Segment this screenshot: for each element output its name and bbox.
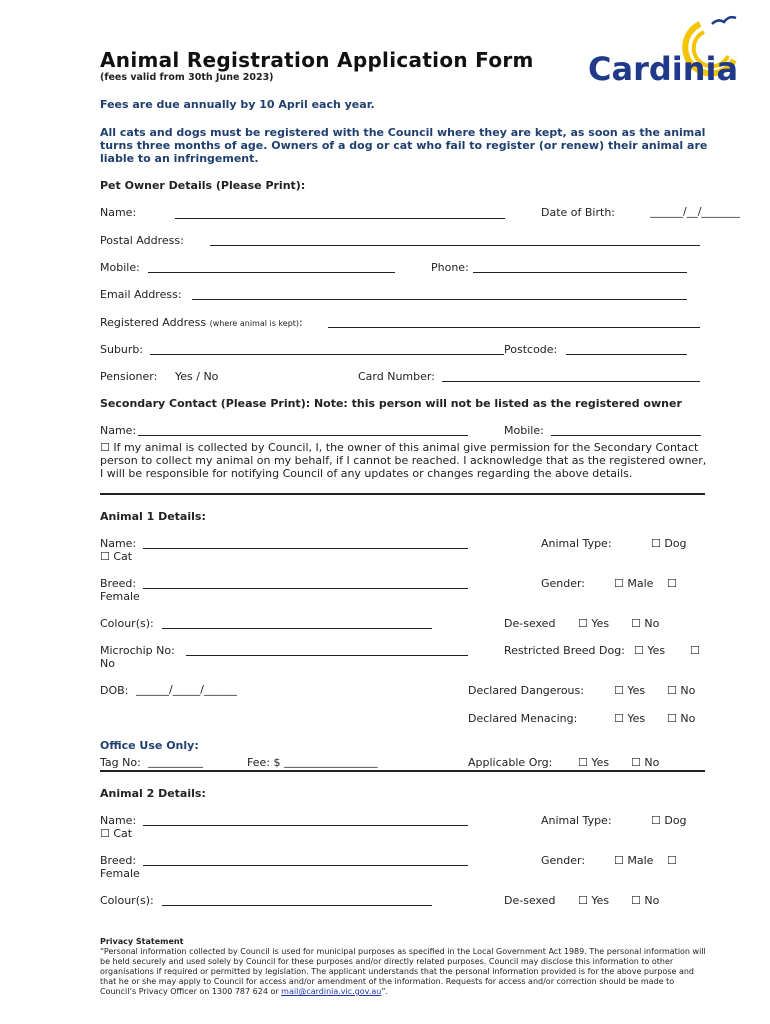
animal1-menacing-yes[interactable]: ☐ Yes (614, 712, 646, 725)
suburb-field[interactable] (150, 354, 504, 355)
card-number-label: Card Number: (358, 370, 435, 383)
registered-address-colon: : (299, 316, 303, 329)
animal1-dob-field[interactable]: ______/_____/______ (136, 683, 237, 696)
animal2-colour-label: Colour(s): (100, 894, 154, 907)
animal2-dog-checkbox[interactable]: ☐ Dog (651, 814, 687, 827)
animal2-desexed-yes[interactable]: ☐ Yes (578, 894, 610, 907)
tag-number-field[interactable]: __________ (148, 755, 203, 768)
animal1-microchip-label: Microchip No: (100, 644, 175, 657)
animal1-menacing-label: Declared Menacing: (468, 712, 578, 725)
owner-mobile-label: Mobile: (100, 261, 140, 274)
privacy-end: ”. (381, 987, 388, 996)
office-use-heading: Office Use Only: (100, 739, 199, 752)
animal1-heading: Animal 1 Details: (100, 510, 206, 523)
secondary-name-label: Name: (100, 424, 137, 437)
privacy-heading: Privacy Statement (100, 937, 184, 946)
registered-address-field[interactable] (328, 327, 700, 328)
animal2-breed-label: Breed: (100, 854, 137, 867)
animal1-gender-label: Gender: (541, 577, 586, 590)
animal2-breed-field[interactable] (143, 865, 468, 866)
animal1-breed-field[interactable] (143, 588, 468, 589)
secondary-contact-heading: Secondary Contact (Please Print): Note: this person will not be listed as the registered owner (100, 397, 682, 410)
postal-address-field[interactable] (210, 245, 700, 246)
owner-name-label: Name: (100, 206, 137, 219)
fee-label: Fee: $ (247, 756, 281, 769)
owner-dob-label: Date of Birth: (541, 206, 616, 219)
postal-address-label: Postal Address: (100, 234, 184, 247)
animal1-dog-checkbox[interactable]: ☐ Dog (651, 537, 687, 550)
animal2-colour-field[interactable] (162, 905, 432, 906)
animal2-cat-checkbox[interactable]: ☐ Cat (100, 827, 133, 840)
fee-field[interactable]: _________________ (284, 755, 378, 768)
animal1-no-label: No (100, 657, 115, 670)
animal2-heading: Animal 2 Details: (100, 787, 206, 800)
secondary-mobile-field[interactable] (551, 435, 701, 436)
owner-name-field[interactable] (175, 218, 505, 219)
privacy-body: “Personal information collected by Council is used for municipal purposes as specified in the Local Government Act 1989. The personal information will be held securely and used solely by Council for these purposes and/or directly related purposes. Council may disclose this information to other organisations if required or permitted by legislation. The applicant understands that the personal information provided is for the above purpose and that he or she may apply to Council for access and/or amendment of the information. Requests for access and/or correction should be made to Council’s Privacy Officer on 1300 787 624 or (100, 947, 706, 996)
secondary-mobile-label: Mobile: (504, 424, 544, 437)
animal2-type-label: Animal Type: (541, 814, 612, 827)
registered-address-label (100, 316, 303, 329)
privacy-email-link[interactable]: mail@cardinia.vic.gov.au (281, 987, 382, 996)
animal1-microchip-field[interactable] (186, 655, 468, 656)
animal1-male-checkbox[interactable]: ☐ Male (614, 577, 654, 590)
pensioner-label: Pensioner: (100, 370, 158, 383)
cardinia-logo (588, 10, 748, 92)
section-divider (100, 493, 705, 495)
animal1-name-field[interactable] (143, 548, 468, 549)
tag-number-label: Tag No: (100, 756, 141, 769)
registration-notice: All cats and dogs must be registered with the Council where they are kept, as soon as the animal turns three months of age. Owners of a dog or cat who fail to register (or renew) their animal are liable to an infringement. (100, 126, 708, 165)
animal1-breed-label: Breed: (100, 577, 137, 590)
animal1-colour-label: Colour(s): (100, 617, 154, 630)
suburb-label: Suburb: (100, 343, 144, 356)
animal1-colour-field[interactable] (162, 628, 432, 629)
animal2-male-checkbox[interactable]: ☐ Male (614, 854, 654, 867)
pensioner-yes-no[interactable]: Yes / No (175, 370, 219, 383)
owner-dob-field[interactable]: ______/__/_______ (650, 205, 740, 218)
page-title: Animal Registration Application Form (100, 48, 534, 72)
animal2-name-label: Name: (100, 814, 137, 827)
animal1-female-label: Female (100, 590, 140, 603)
animal1-dangerous-label: Declared Dangerous: (468, 684, 584, 697)
applicable-org-no[interactable]: ☐ No (631, 756, 660, 769)
animal1-type-label: Animal Type: (541, 537, 612, 550)
animal1-female-checkbox[interactable]: ☐ (667, 577, 677, 590)
secondary-name-field[interactable] (138, 435, 468, 436)
animal1-desexed-label: De-sexed (504, 617, 556, 630)
postcode-field[interactable] (566, 354, 687, 355)
animal1-dangerous-no[interactable]: ☐ No (667, 684, 696, 697)
owner-mobile-field[interactable] (148, 272, 395, 273)
animal1-name-label: Name: (100, 537, 137, 550)
email-address-field[interactable] (192, 299, 687, 300)
animal1-dangerous-yes[interactable]: ☐ Yes (614, 684, 646, 697)
registered-address-text: Registered Address (100, 316, 207, 329)
animal2-gender-label: Gender: (541, 854, 586, 867)
owner-section-heading: Pet Owner Details (Please Print): (100, 179, 306, 192)
animal2-desexed-label: De-sexed (504, 894, 556, 907)
animal1-restricted-yes[interactable]: ☐ Yes (634, 644, 666, 657)
owner-phone-label: Phone: (431, 261, 469, 274)
animal1-menacing-no[interactable]: ☐ No (667, 712, 696, 725)
postcode-label: Postcode: (504, 343, 558, 356)
animal2-desexed-no[interactable]: ☐ No (631, 894, 660, 907)
registered-address-note: (where animal is kept) (209, 319, 300, 328)
animal2-name-field[interactable] (143, 825, 468, 826)
animal1-dob-label: DOB: (100, 684, 129, 697)
animal1-cat-checkbox[interactable]: ☐ Cat (100, 550, 133, 563)
section-divider (100, 770, 705, 772)
applicable-org-label: Applicable Org: (468, 756, 553, 769)
animal2-female-label: Female (100, 867, 140, 880)
card-number-field[interactable] (442, 381, 700, 382)
logo-text: Cardinia (588, 50, 739, 88)
animal1-desexed-yes[interactable]: ☐ Yes (578, 617, 610, 630)
animal1-restricted-label: Restricted Breed Dog: (504, 644, 625, 657)
animal1-desexed-no[interactable]: ☐ No (631, 617, 660, 630)
animal2-female-checkbox[interactable]: ☐ (667, 854, 677, 867)
secondary-permission-checkbox[interactable]: ☐ If my animal is collected by Council, I, the owner of this animal give permission for the Secondary Contact person to collect my animal on my behalf, if I cannot be reached. I acknowledge that as the registered owner, I will be responsible for notifying Council of any updates or changes regarding the above details. (100, 441, 707, 480)
privacy-statement (100, 937, 710, 997)
fees-validity-note: (fees valid from 30th June 2023) (100, 72, 274, 83)
animal1-restricted-no[interactable]: ☐ (690, 644, 700, 657)
email-address-label: Email Address: (100, 288, 182, 301)
fees-due-notice: Fees are due annually by 10 April each year. (100, 98, 375, 111)
applicable-org-yes[interactable]: ☐ Yes (578, 756, 610, 769)
owner-phone-field[interactable] (473, 272, 687, 273)
